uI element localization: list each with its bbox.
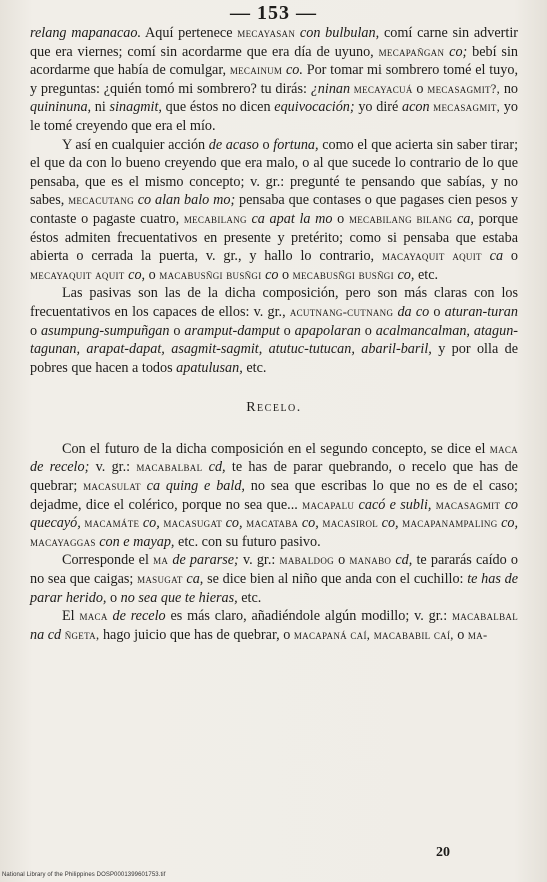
pampango-term: ñgeta, (64, 627, 100, 642)
paragraph (30, 284, 518, 377)
pampango-term: mecacutang (68, 193, 134, 208)
italic-phrase: ca, (182, 571, 204, 588)
italic-phrase: da co (393, 303, 430, 320)
italic-phrase: co, (139, 515, 160, 532)
text-run: etc. con su futuro pasivo. (174, 533, 321, 550)
text-run: te has de parar quebrando, o recelo que has de quebrar; (30, 459, 518, 495)
italic-phrase: cacó e subli, (354, 496, 432, 513)
pampango-term: manabo (349, 553, 392, 568)
italic-phrase: acon (401, 99, 430, 116)
italic-phrase: ca, (452, 210, 474, 227)
text-run: o (106, 589, 121, 606)
text-run: o (30, 322, 41, 339)
pampango-term: macasulat (83, 479, 141, 494)
text-run: se dice bien al niño que anda con el cuchillo: (203, 571, 468, 588)
pampango-term: macayaggas (30, 534, 96, 549)
italic-phrase: na cd (30, 626, 62, 643)
pampango-term: mecainum (229, 63, 283, 78)
italic-phrase: aramput-damput (184, 322, 280, 339)
italic-phrase: de recelo; (30, 459, 90, 476)
pampango-term: mecabusñgi busñgi (292, 267, 394, 282)
italic-phrase: co, (393, 266, 415, 283)
text-run: o (333, 552, 350, 569)
pampango-term: macababil caí, (373, 627, 454, 642)
pampango-term: mecapañgan (378, 44, 445, 59)
pampango-term: macabalbal (452, 609, 519, 624)
italic-phrase: co (261, 266, 279, 283)
pampango-term: macabusñgi busñgi (159, 267, 262, 282)
text-run: etc. (237, 589, 262, 606)
text-run: yo diré (354, 99, 402, 116)
paragraph-block-1 (30, 24, 518, 377)
text-run: o (503, 248, 518, 265)
pampango-term: macasagmit (435, 497, 501, 512)
text-run: o (360, 322, 376, 339)
text-run: Con el futuro de la dicha composición en el segundo concepto, se dice el (62, 440, 490, 457)
pampango-term: maca (489, 441, 518, 456)
text-run: o (412, 80, 428, 97)
text-run: etc. (242, 359, 267, 376)
text-run: Por tomar mi sombrero tomé el tuyo, y preguntas: ¿quién tomó mi sombrero? tu dirás: (30, 62, 518, 97)
text-run: o (278, 266, 293, 283)
pampango-term: macasirol (322, 516, 379, 531)
text-run: v. gr.: (238, 552, 280, 569)
italic-phrase: quininuna, (30, 99, 92, 116)
text-run: o (169, 322, 185, 339)
text-run: comí carne sin advertir que era viernes; comí sin acordarme que era día de uyuno, (30, 25, 518, 60)
italic-phrase: equivocación; (274, 99, 355, 116)
italic-phrase: sinagmit, (109, 99, 162, 116)
italic-phrase: co; (444, 43, 468, 60)
text-run: pensaba que contases o que pagases cien pesos y contaste o pagaste cuatro, (30, 192, 518, 227)
pampango-term: acutnang-cutnang (289, 304, 394, 319)
text-run: ni (91, 99, 110, 116)
text-run: Corresponde el (62, 552, 154, 569)
paragraph (30, 136, 518, 285)
text-run: v. gr.: (89, 459, 137, 476)
pampango-term: macapalu (302, 497, 355, 512)
text-run: es más claro, añadiéndole algún modillo; v. gr.: (165, 608, 452, 625)
italic-phrase: ca (481, 248, 504, 265)
italic-phrase: asumpung-sumpuñgan (41, 322, 170, 339)
text-run: que éstos no dicen (161, 99, 275, 116)
text-run: y por olla de pobres que hacen a todos (30, 341, 518, 376)
pampango-term: macasugat (163, 516, 223, 531)
text-run: o (332, 210, 349, 227)
pampango-term: macapanampaling (402, 516, 498, 531)
pampango-term: masugat (137, 572, 183, 587)
paragraph (30, 440, 518, 552)
italic-phrase: con bulbulan, (295, 25, 380, 41)
italic-phrase: relang mapanacao. (30, 25, 142, 41)
italic-phrase: apatulusan, (176, 359, 243, 376)
italic-phrase: co quecayó, (30, 496, 518, 532)
italic-phrase: de pararse; (168, 552, 239, 569)
text-run: o (279, 322, 295, 339)
text-run: no (500, 80, 519, 97)
italic-phrase: co, (497, 515, 519, 532)
pampango-term: mabaldog (279, 553, 334, 568)
text-run: bebí sin acordarme que había de comulgar, (30, 43, 518, 79)
signature-mark: 20 (436, 845, 450, 860)
paragraph (30, 607, 518, 644)
pampango-term: maca (79, 609, 108, 624)
body-text (30, 24, 518, 644)
text-run: o (453, 626, 468, 643)
italic-phrase: ca quing e bald, (140, 478, 245, 495)
italic-phrase: ¿ninan (310, 80, 351, 97)
text-run: hago juicio que has de quebrar, o (99, 626, 294, 643)
italic-phrase: co, (298, 515, 319, 532)
pampango-term: mecayacuá (350, 81, 413, 96)
paragraph (30, 24, 518, 136)
footer-credit: National Library of the Philippines DOSP0001399601753.tif (2, 872, 166, 878)
italic-phrase: co, (222, 515, 243, 532)
page-number: — 153 — (230, 2, 317, 24)
text-run: como el que acierta sin saber tirar; el que da con lo bueno creyendo que era malo, o al que sucede lo contrario de lo que pensaba, que es el mismo concepto; v. gr.: pregunté te pensando que sabías, y no sabes, (30, 136, 519, 209)
text-run: no sea que escribas lo que no es de el caso; dejadme, dice el colérico, porque no sea que... (30, 478, 518, 513)
text-run: Las pasivas son las de la dicha composición, pero son más claras con los frecuentativos en los capaces de ellos: v. gr., (30, 285, 518, 320)
italic-phrase: no sea que te hieras, (120, 589, 238, 606)
text-run: te pararás caído o no sea que caigas; (30, 552, 518, 588)
paragraph-block-2 (30, 440, 518, 645)
text-run: porque éstos admiten frecuentativos en presente y pretérito; como si pensaba que estaba abierta o cerrada la puerta, v. gr., y hallo lo contrario, (30, 210, 518, 265)
text-run: o (145, 266, 160, 283)
pampango-term: mecayasan (237, 26, 296, 40)
pampango-term: mecabilang (183, 211, 247, 226)
pampango-term: ma- (467, 627, 488, 642)
italic-phrase: co. (282, 62, 303, 79)
text-run: o (429, 303, 445, 320)
pampango-term: macataba (246, 516, 299, 531)
text-run: Y así en cualquier acción (62, 136, 209, 153)
italic-phrase: co, (124, 266, 146, 283)
pampango-term: macapaná caí, (293, 627, 371, 642)
pampango-term: mecasagmit, (429, 100, 501, 115)
pampango-term: mecayaquit aquit (30, 267, 125, 282)
italic-phrase: de recelo (107, 608, 166, 625)
italic-phrase: apapolaran (294, 322, 361, 339)
text-run: o (258, 136, 274, 153)
paragraph (30, 551, 518, 607)
italic-phrase: te has de parar herido, (30, 571, 518, 606)
italic-phrase: cd, (391, 552, 413, 569)
pampango-term: mecabilang bilang (348, 211, 453, 226)
pampango-term: macamáte (84, 516, 140, 531)
pampango-term: ma (153, 553, 169, 568)
italic-phrase: ca apat la mo (246, 210, 333, 227)
italic-phrase: co, (378, 515, 399, 532)
italic-phrase: co alan balo mo; (133, 192, 236, 209)
section-title: Recelo. (246, 400, 302, 416)
text-run: etc. (414, 266, 439, 283)
pampango-term: mecasagmit?, (427, 81, 501, 96)
italic-phrase: de acaso (208, 136, 259, 153)
italic-phrase: acalmancalman, atagun-tagunan, arapat-dapat, asagmit-sagmit, atutuc-tutucan, abaril-baril, (30, 322, 519, 358)
italic-phrase: fortuna, (273, 136, 319, 153)
italic-phrase: con e mayap, (95, 533, 175, 550)
text-run: El (62, 608, 80, 625)
text-run: yo le tomé creyendo que era el mío. (30, 99, 518, 134)
italic-phrase: cd, (202, 459, 226, 476)
italic-phrase: aturan-turan (444, 303, 518, 320)
pampango-term: macabalbal (136, 460, 203, 475)
text-run: Aquí pertenece (141, 25, 238, 41)
pampango-term: macayaquit aquit (381, 249, 482, 264)
